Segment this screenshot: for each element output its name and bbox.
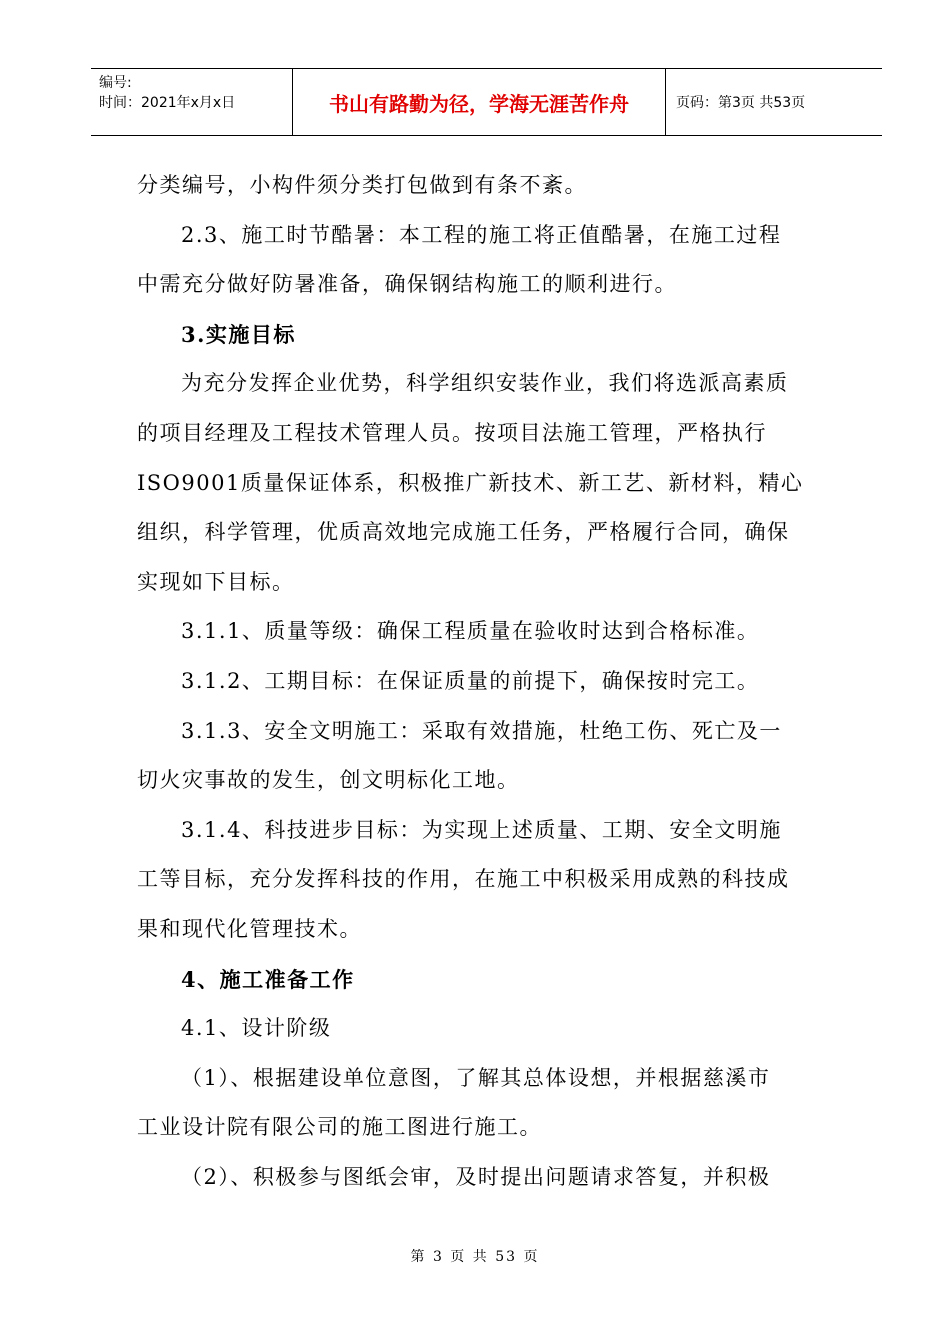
text-line: 3.1.4、科技进步目标：为实现上述质量、工期、安全文明施 [181, 817, 782, 842]
section-heading: 3.实施目标 [181, 321, 296, 347]
text-line: 3.1.1、质量等级：确保工程质量在验收时达到合格标准。 [181, 619, 760, 644]
text-line: 工业设计院有限公司的施工图进行施工。 [137, 1115, 542, 1140]
text-line: 组织，科学管理，优质高效地完成施工任务，严格履行合同，确保 [137, 520, 790, 545]
document-body [137, 161, 837, 1202]
text-line: 3.1.3、安全文明施工：采取有效措施，杜绝工伤、死亡及一 [181, 718, 782, 743]
text-line: 2.3、施工时节酷暑：本工程的施工将正值酷暑，在施工过程 [181, 222, 782, 247]
text-line: 的项目经理及工程技术管理人员。按项目法施工管理，严格执行 [137, 420, 767, 445]
number-label: 编号: [99, 75, 132, 91]
text-line: 中需充分做好防暑准备，确保钢结构施工的顺利进行。 [137, 272, 677, 297]
section-heading: 4、施工准备工作 [181, 966, 355, 992]
header-page-label: 页码：第3页 共53页 [676, 95, 806, 111]
text-line: 4.1、设计阶级 [181, 1016, 332, 1041]
text-line: 切火灾事故的发生，创文明标化工地。 [137, 768, 520, 793]
text-line: （1）、根据建设单位意图，了解其总体设想，并根据慈溪市 [181, 1065, 771, 1090]
text-line: ISO9001质量保证体系，积极推广新技术、新工艺、新材料，精心 [137, 470, 804, 495]
text-line: （2）、积极参与图纸会审，及时提出问题请求答复，并积极 [181, 1164, 771, 1189]
header-meta [91, 69, 293, 135]
text-line: 果和现代化管理技术。 [137, 916, 362, 941]
text-line: 工等目标，充分发挥科技的作用，在施工中积极采用成熟的科技成 [137, 867, 790, 892]
page-header [91, 68, 882, 136]
text-line: 分类编号，小构件须分类打包做到有条不紊。 [137, 173, 587, 197]
text-line: 为充分发挥企业优势，科学组织安装作业，我们将选派高素质 [181, 371, 789, 396]
header-motto: 书山有路勤为径，学海无涯苦作舟 [293, 69, 666, 135]
page-footer: 第 3 页 共 53 页 [410, 1249, 540, 1265]
text-line: 3.1.2、工期目标：在保证质量的前提下，确保按时完工。 [181, 668, 760, 693]
time-label: 时间：2021年x月x日 [99, 95, 236, 111]
text-line: 实现如下目标。 [137, 569, 295, 594]
